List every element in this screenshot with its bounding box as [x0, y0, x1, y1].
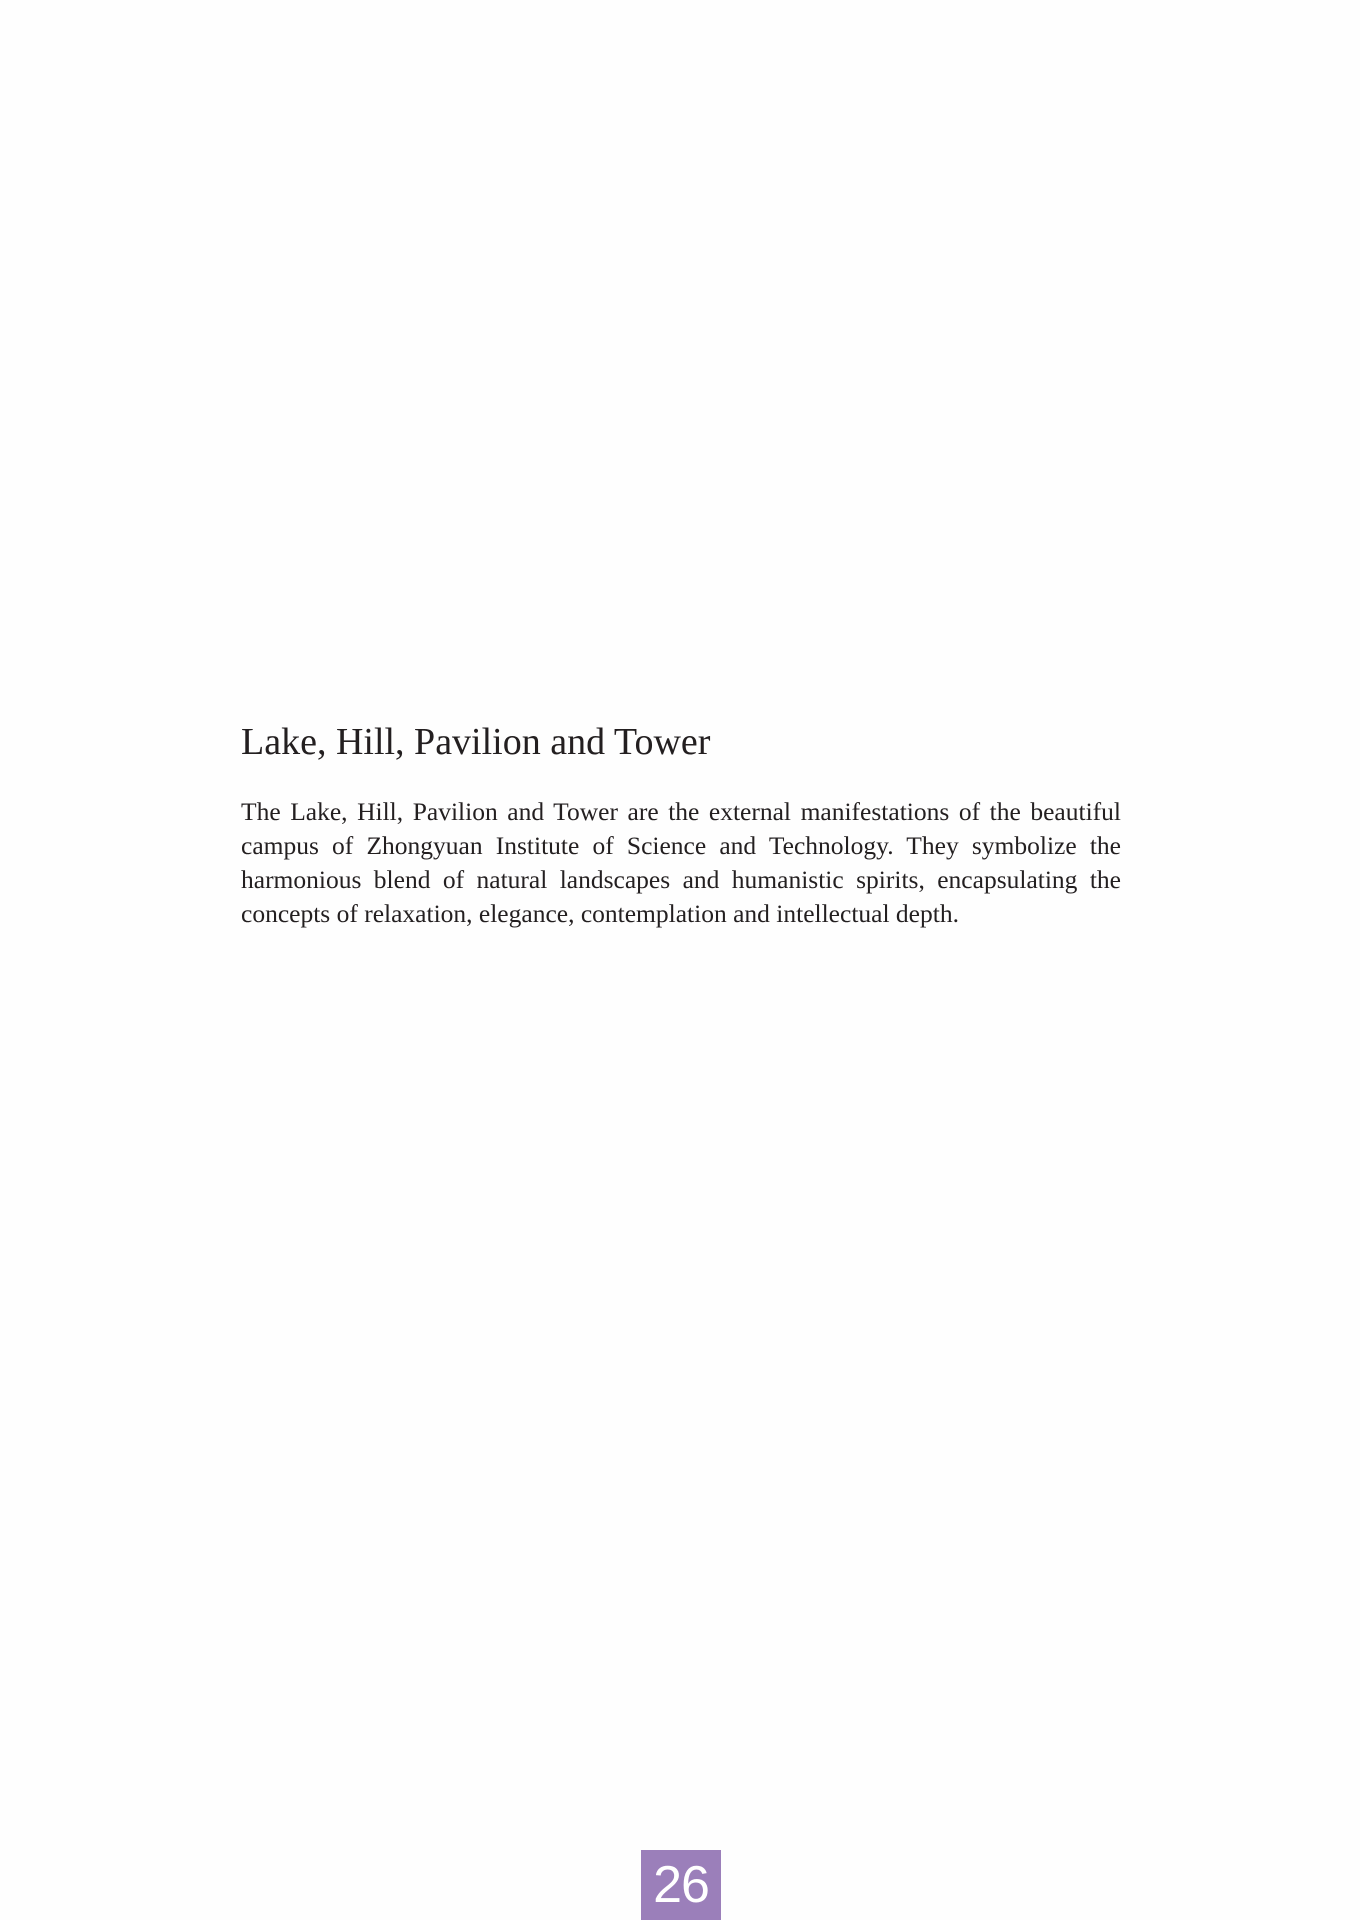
- page-number-badge: 26: [641, 1850, 721, 1920]
- section-body-paragraph: The Lake, Hill, Pavilion and Tower are the external manifestations of the beautiful campus of Zhongyuan Institute of Science and Technology. They symbolize the harmonious blend of natural landscapes and humanistic spirits, encapsulating the concepts of relaxation, elegance, contemplation and intellectual depth.: [241, 797, 1121, 928]
- section-title: Lake, Hill, Pavilion and Tower: [241, 721, 711, 763]
- content-section: [241, 716, 1121, 931]
